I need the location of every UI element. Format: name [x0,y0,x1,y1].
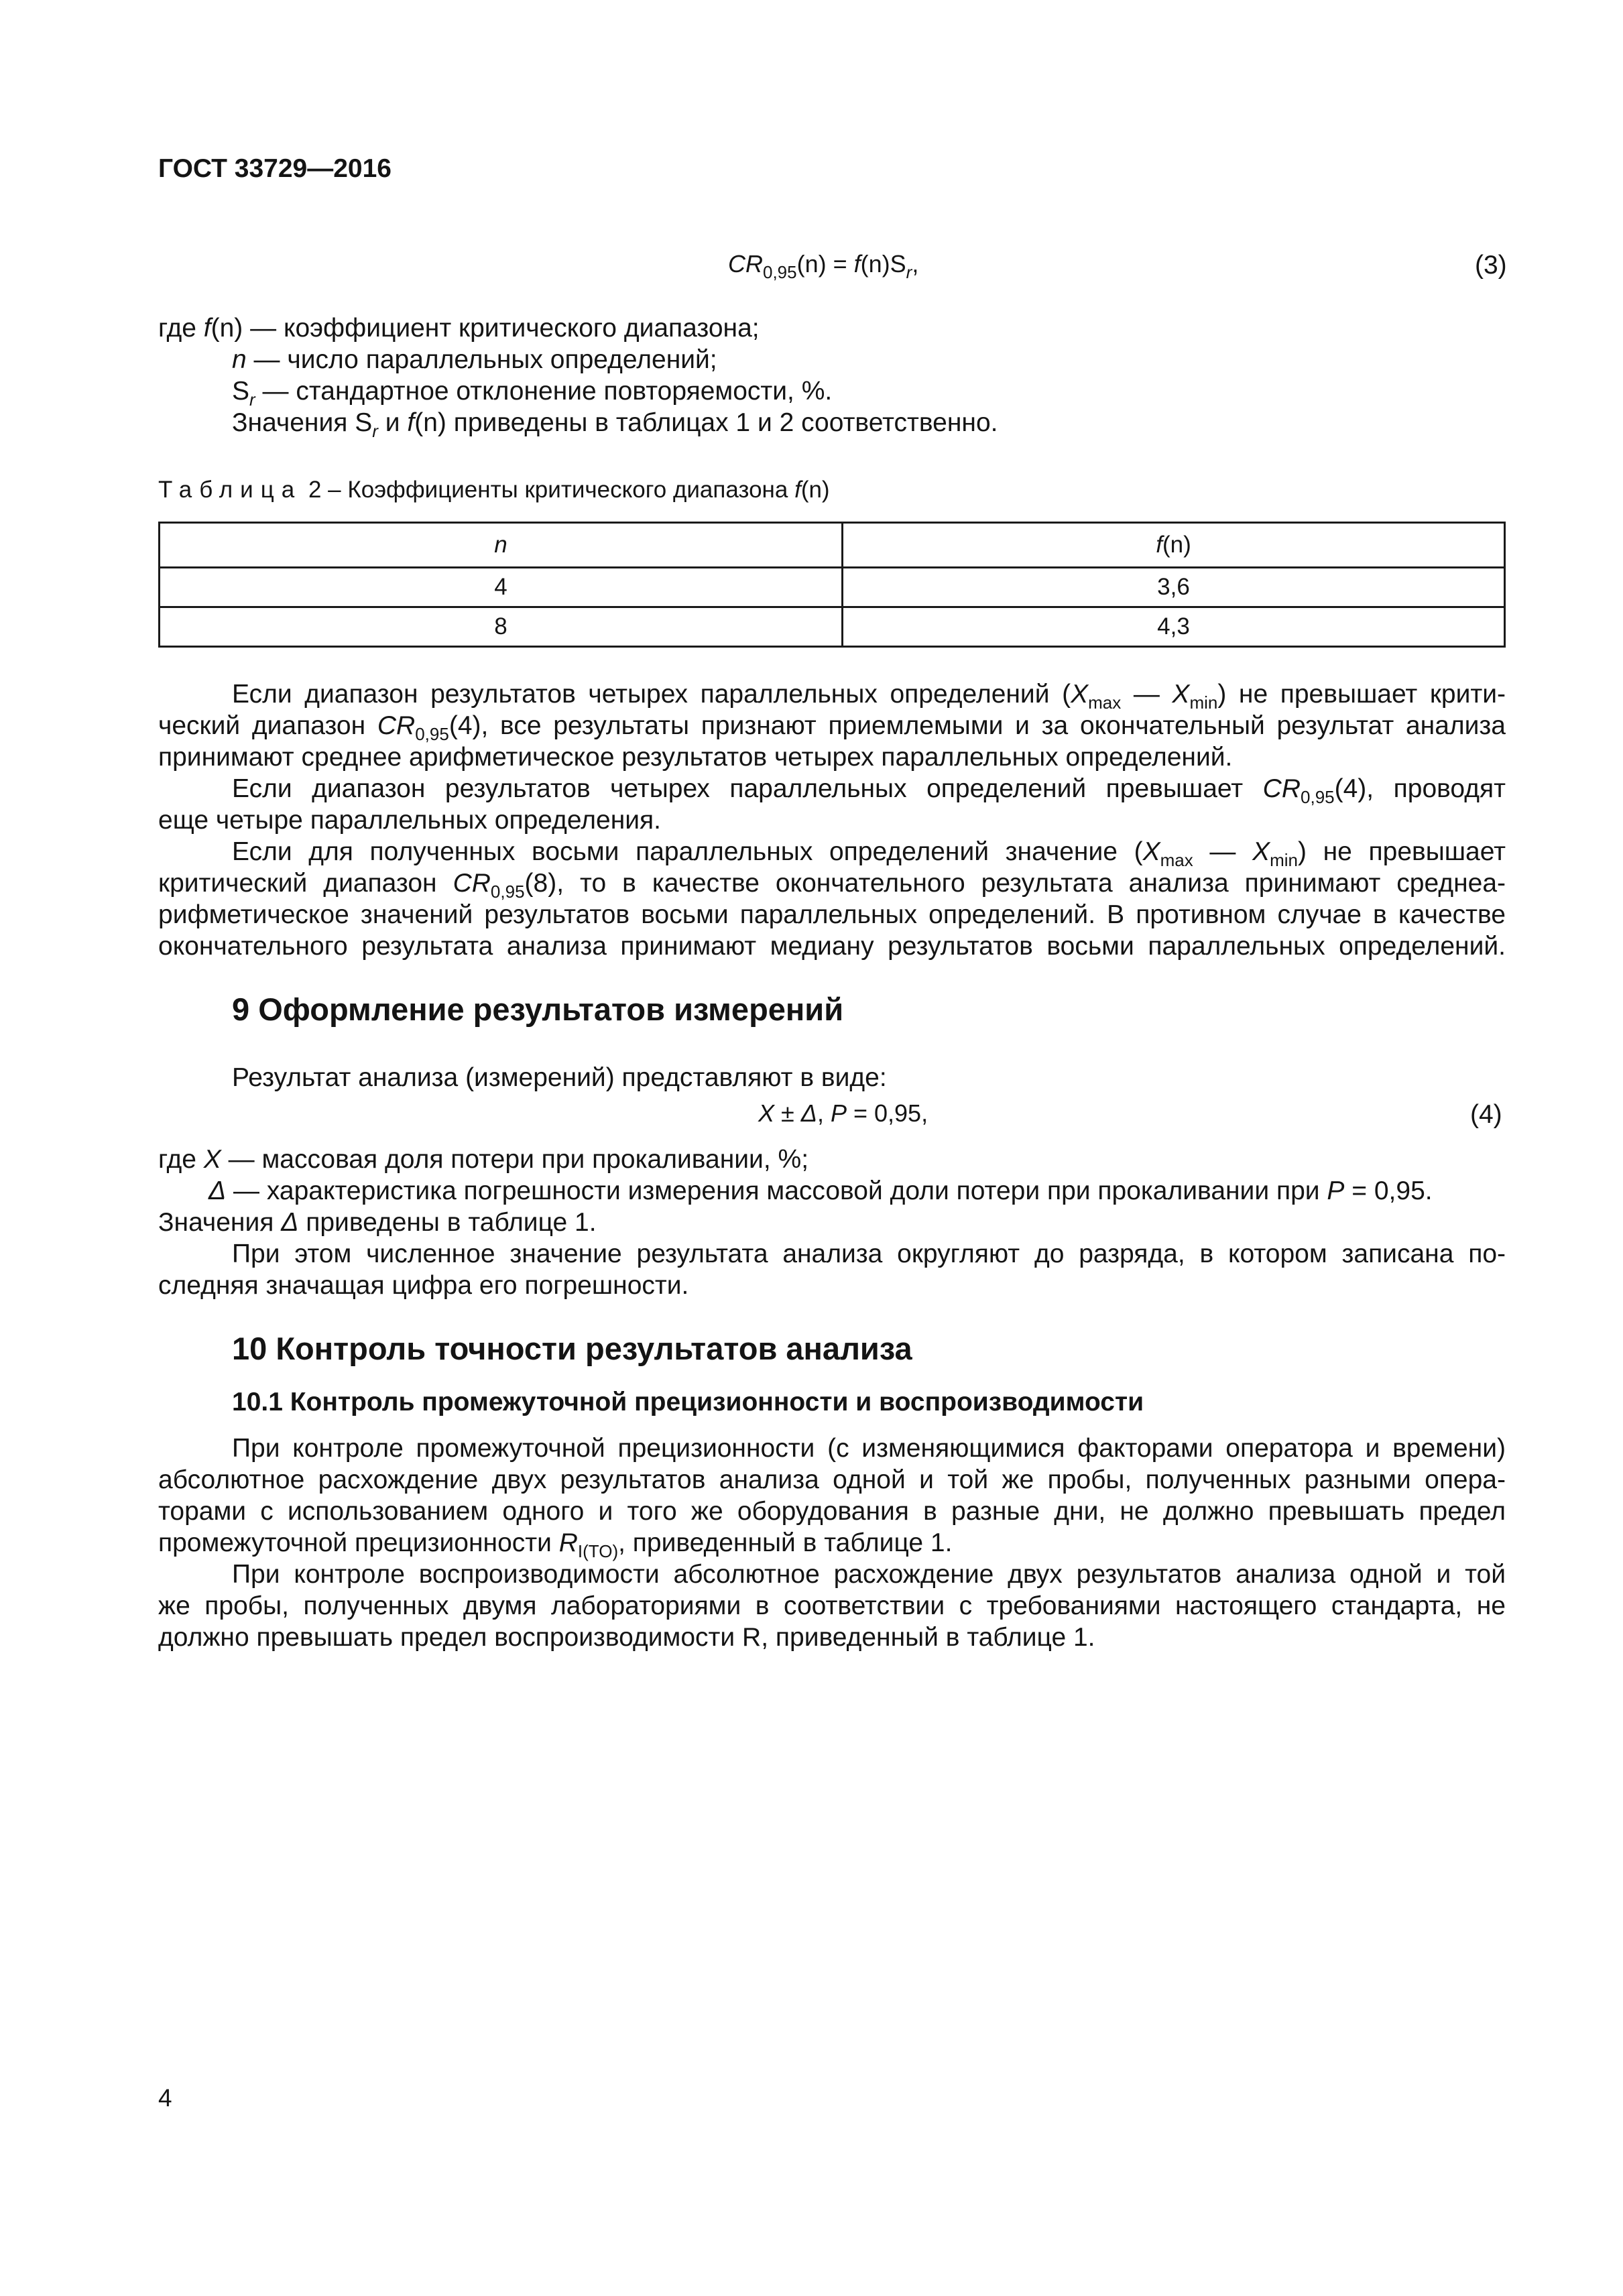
section-9-heading: 9 Оформление результатов измерений [232,991,844,1027]
formula-3: $CR_{0,95}(n) = f(n)S_r$, [728,250,919,282]
section-9-values-line: Значения Δ приведены в таблице 1. [158,1208,597,1237]
section-9-intro: Результат анализа (измерений) представляют в виде: [232,1063,887,1092]
table-header-row [160,523,1505,568]
section-10-1-para2-line3: должно превышать предел воспроизводимости R, приведенный в таблице 1. [158,1623,1095,1652]
para2-line2: еще четыре параллельных определения. [158,806,661,835]
section-10-1-para2-line1: При контроле воспроизводимости абсолютное расхождение двух результатов анализа одной и той [232,1560,1506,1589]
where-line-sr: $S_r$ — стандартное отклонение повторяемости, %. [232,377,833,410]
section-9-where-delta: Δ — характеристика погрешности измерения массовой доли потери при прокаливании при P = 0,95. [208,1176,1433,1205]
header-cell-f: f(n) [843,523,1505,568]
formula-3-number: (3) [1475,251,1507,280]
section-9-rounding-line2: следняя значащая цифра его погрешности. [158,1271,689,1300]
table-2 [158,522,1506,648]
table-cell-n: 4 [160,568,843,607]
para2-line1: Если диапазон результатов четырех параллельных определений превышает $CR_{0,95}(4)$, проводят [232,774,1506,807]
para1-line2: ческий диапазон $CR_{0,95}(4)$, все результаты признают приемлемыми и за окончательный результат анализа [158,711,1506,744]
table-row [160,607,1505,647]
page-number: 4 [158,2084,172,2112]
section-10-1-para1-line2: абсолютное расхождение двух результатов анализа одной и той же пробы, полученных разными опера- [158,1465,1506,1494]
table-2-caption: Таблица 2 – Коэффициенты критического диапазона f(n) [158,477,830,503]
table-cell-f: 4,3 [843,607,1505,647]
section-10-1-heading: 10.1 Контроль промежуточной прецизионности и воспроизводимости [232,1388,1144,1416]
where-line-n: n — число параллельных определений; [232,345,717,374]
para3-line2: критический диапазон $CR_{0,95}(8)$, то в качестве окончательного результата анализа принимают среднеа- [158,869,1506,902]
section-10-1-para1-line1: При контроле промежуточной прецизионности (с изменяющимися факторами оператора и времени) [232,1434,1506,1463]
formula-4: X ± Δ, P = 0,95, [758,1099,928,1127]
where-line-values: Значения $S_r$ и f(n) приведены в таблицах 1 и 2 соответственно. [232,408,998,441]
section-10-heading: 10 Контроль точности результатов анализа [232,1331,912,1366]
table-cell-f: 3,6 [843,568,1505,607]
table-cell-n: 8 [160,607,843,647]
formula-4-number: (4) [1470,1100,1502,1129]
section-10-1-para1-line3: торами с использованием одного и того же оборудования в разные дни, не должно превышать предел [158,1497,1506,1526]
section-9-rounding-line1: При этом численное значение результата анализа округляют до разряда, в котором записана по- [232,1240,1506,1268]
document-header: ГОСТ 33729—2016 [158,154,392,183]
table-row [160,568,1505,607]
para3-line1: Если для полученных восьми параллельных определений значение ($X_{max}$ — $X_{min}$) не превышает [232,837,1506,870]
section-10-1-para1-line4: промежуточной прецизионности $R_{I(TO)}$, приведенный в таблице 1. [158,1528,953,1561]
header-cell-n: n [160,523,843,568]
para1-line1: Если диапазон результатов четырех параллельных определений ($X_{max}$ — $X_{min}$) не превышает крити- [232,680,1506,713]
section-9-where-x: где X — массовая доля потери при прокаливании, %; [158,1145,809,1174]
para3-line3: рифметическое значений результатов восьми параллельных определений. В противном случае в качестве [158,900,1506,929]
where-line-f: где f(n) — коэффициент критического диапазона; [158,314,760,343]
para3-line4: окончательного результата анализа принимают медиану результатов восьми параллельных определений. [158,932,1506,961]
para1-line3: принимают среднее арифметическое результатов четырех параллельных определений. [158,743,1233,772]
section-10-1-para2-line2: же пробы, полученных двумя лабораториями в соответствии с требованиями настоящего стандарта, не [158,1591,1506,1620]
